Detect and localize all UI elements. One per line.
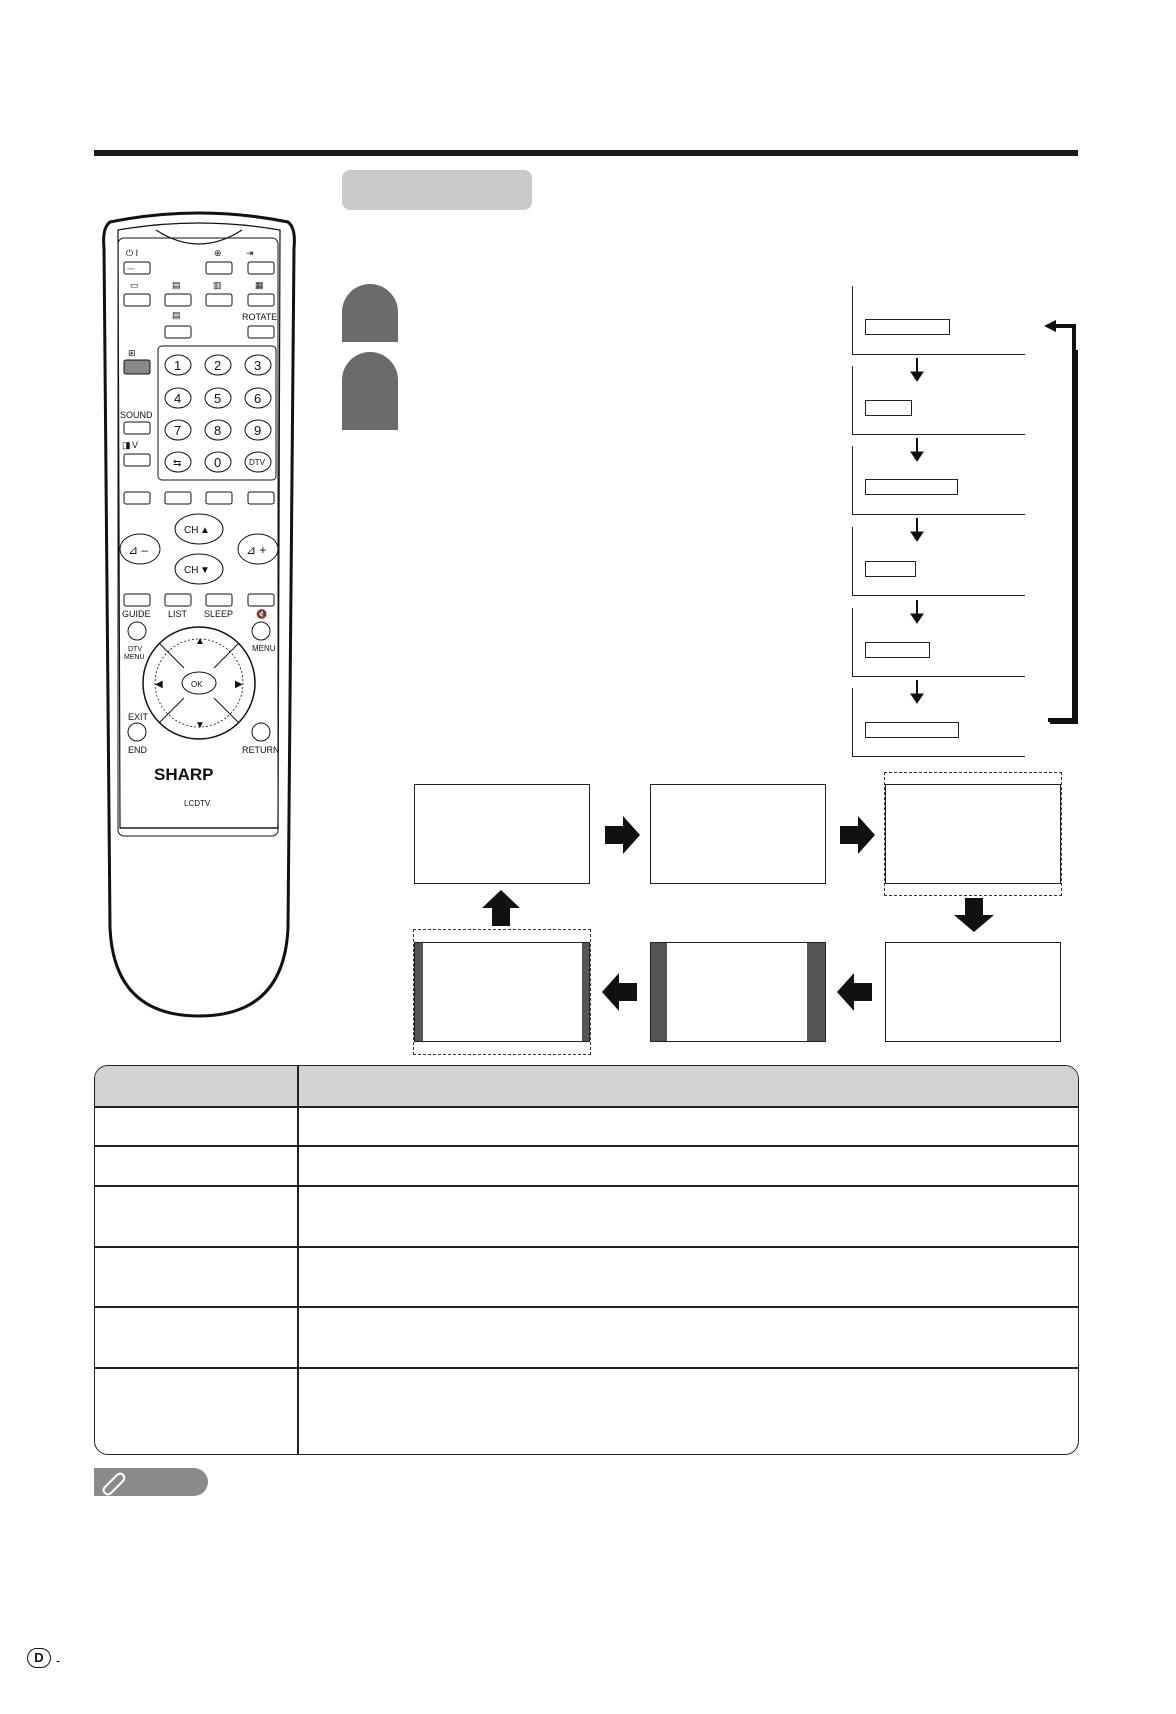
table-row-divider [95,1367,1078,1369]
svg-text:▲: ▲ [200,525,210,536]
key-2: 2 [214,358,222,373]
loop-bracket [1040,316,1080,724]
step-badge-1 [342,284,398,342]
table-row-divider [95,1185,1078,1187]
guide-label: GUIDE [122,609,151,619]
page-marker-dash: - [56,1653,61,1668]
key-4: 4 [174,391,182,406]
svg-text:⊞: ⊞ [128,348,136,358]
svg-text:▼: ▼ [200,565,210,576]
dtv-menu-label-2: MENU [124,654,145,661]
svg-text:▤: ▤ [172,310,181,320]
key-7: 7 [174,423,182,438]
svg-text:◨: ◨ [122,440,131,450]
brand-logo: SHARP [154,765,214,784]
screen-flow-arrows [440,780,1080,1050]
ok-label: OK [191,680,203,689]
key-1: 1 [174,358,182,373]
svg-text:⇆: ⇆ [173,458,182,469]
return-label: RETURN [242,745,280,755]
paperclip-icon [94,1468,134,1496]
key-3: 3 [254,358,262,373]
end-label: END [128,745,148,755]
sound-label: SOUND [120,410,153,420]
key-6: 6 [254,391,262,406]
model-label: LCDTV [184,799,211,808]
step-badge-2 [342,352,398,430]
key-0: 0 [214,455,222,470]
dual-label: V [132,440,139,450]
svg-text:⏻ I: ⏻ I [126,248,139,258]
note-badge [94,1468,208,1496]
svg-text:▲: ▲ [195,636,205,647]
svg-text:⊿ –: ⊿ – [128,543,149,557]
svg-text:⊕: ⊕ [214,248,222,258]
table-row-divider [95,1106,1078,1108]
key-9: 9 [254,423,262,438]
key-5: 5 [214,391,222,406]
menu-label: MENU [252,644,276,653]
svg-text:▶: ▶ [235,679,243,690]
table-row-divider [95,1246,1078,1248]
table-row-divider [95,1145,1078,1147]
sleep-label: SLEEP [204,609,234,619]
dtv-menu-label-1: DTV [128,646,142,653]
svg-text:▭: ▭ [130,280,139,290]
svg-text:▤: ▤ [172,280,181,290]
svg-text:▦: ▦ [255,280,264,290]
svg-text:▼: ▼ [195,720,205,731]
ch-down-label: CH [184,565,199,576]
svg-text:▥: ▥ [213,280,222,290]
svg-text:◀: ◀ [155,679,163,690]
table-column-divider [297,1066,299,1454]
key-8: 8 [214,423,222,438]
svg-text:◦◦◦: ◦◦◦ [127,266,135,273]
menu-panel-1 [852,286,1025,355]
svg-text:⊿ +: ⊿ + [246,543,267,557]
page-marker-badge: D [27,1648,51,1668]
table-row-divider [95,1306,1078,1308]
remote-control-illustration [96,208,302,1022]
list-label: LIST [168,609,188,619]
rotate-label: ROTATE [242,312,278,322]
svg-text:⇥: ⇥ [246,248,254,258]
mode-description-table [94,1065,1079,1455]
key-dtv: DTV [249,458,265,467]
exit-label: EXIT [128,712,149,722]
table-header [95,1066,1078,1107]
svg-text:🔇: 🔇 [256,609,268,619]
header-rule [94,150,1078,156]
ch-up-label: CH [184,525,199,536]
section-tab [342,170,532,210]
